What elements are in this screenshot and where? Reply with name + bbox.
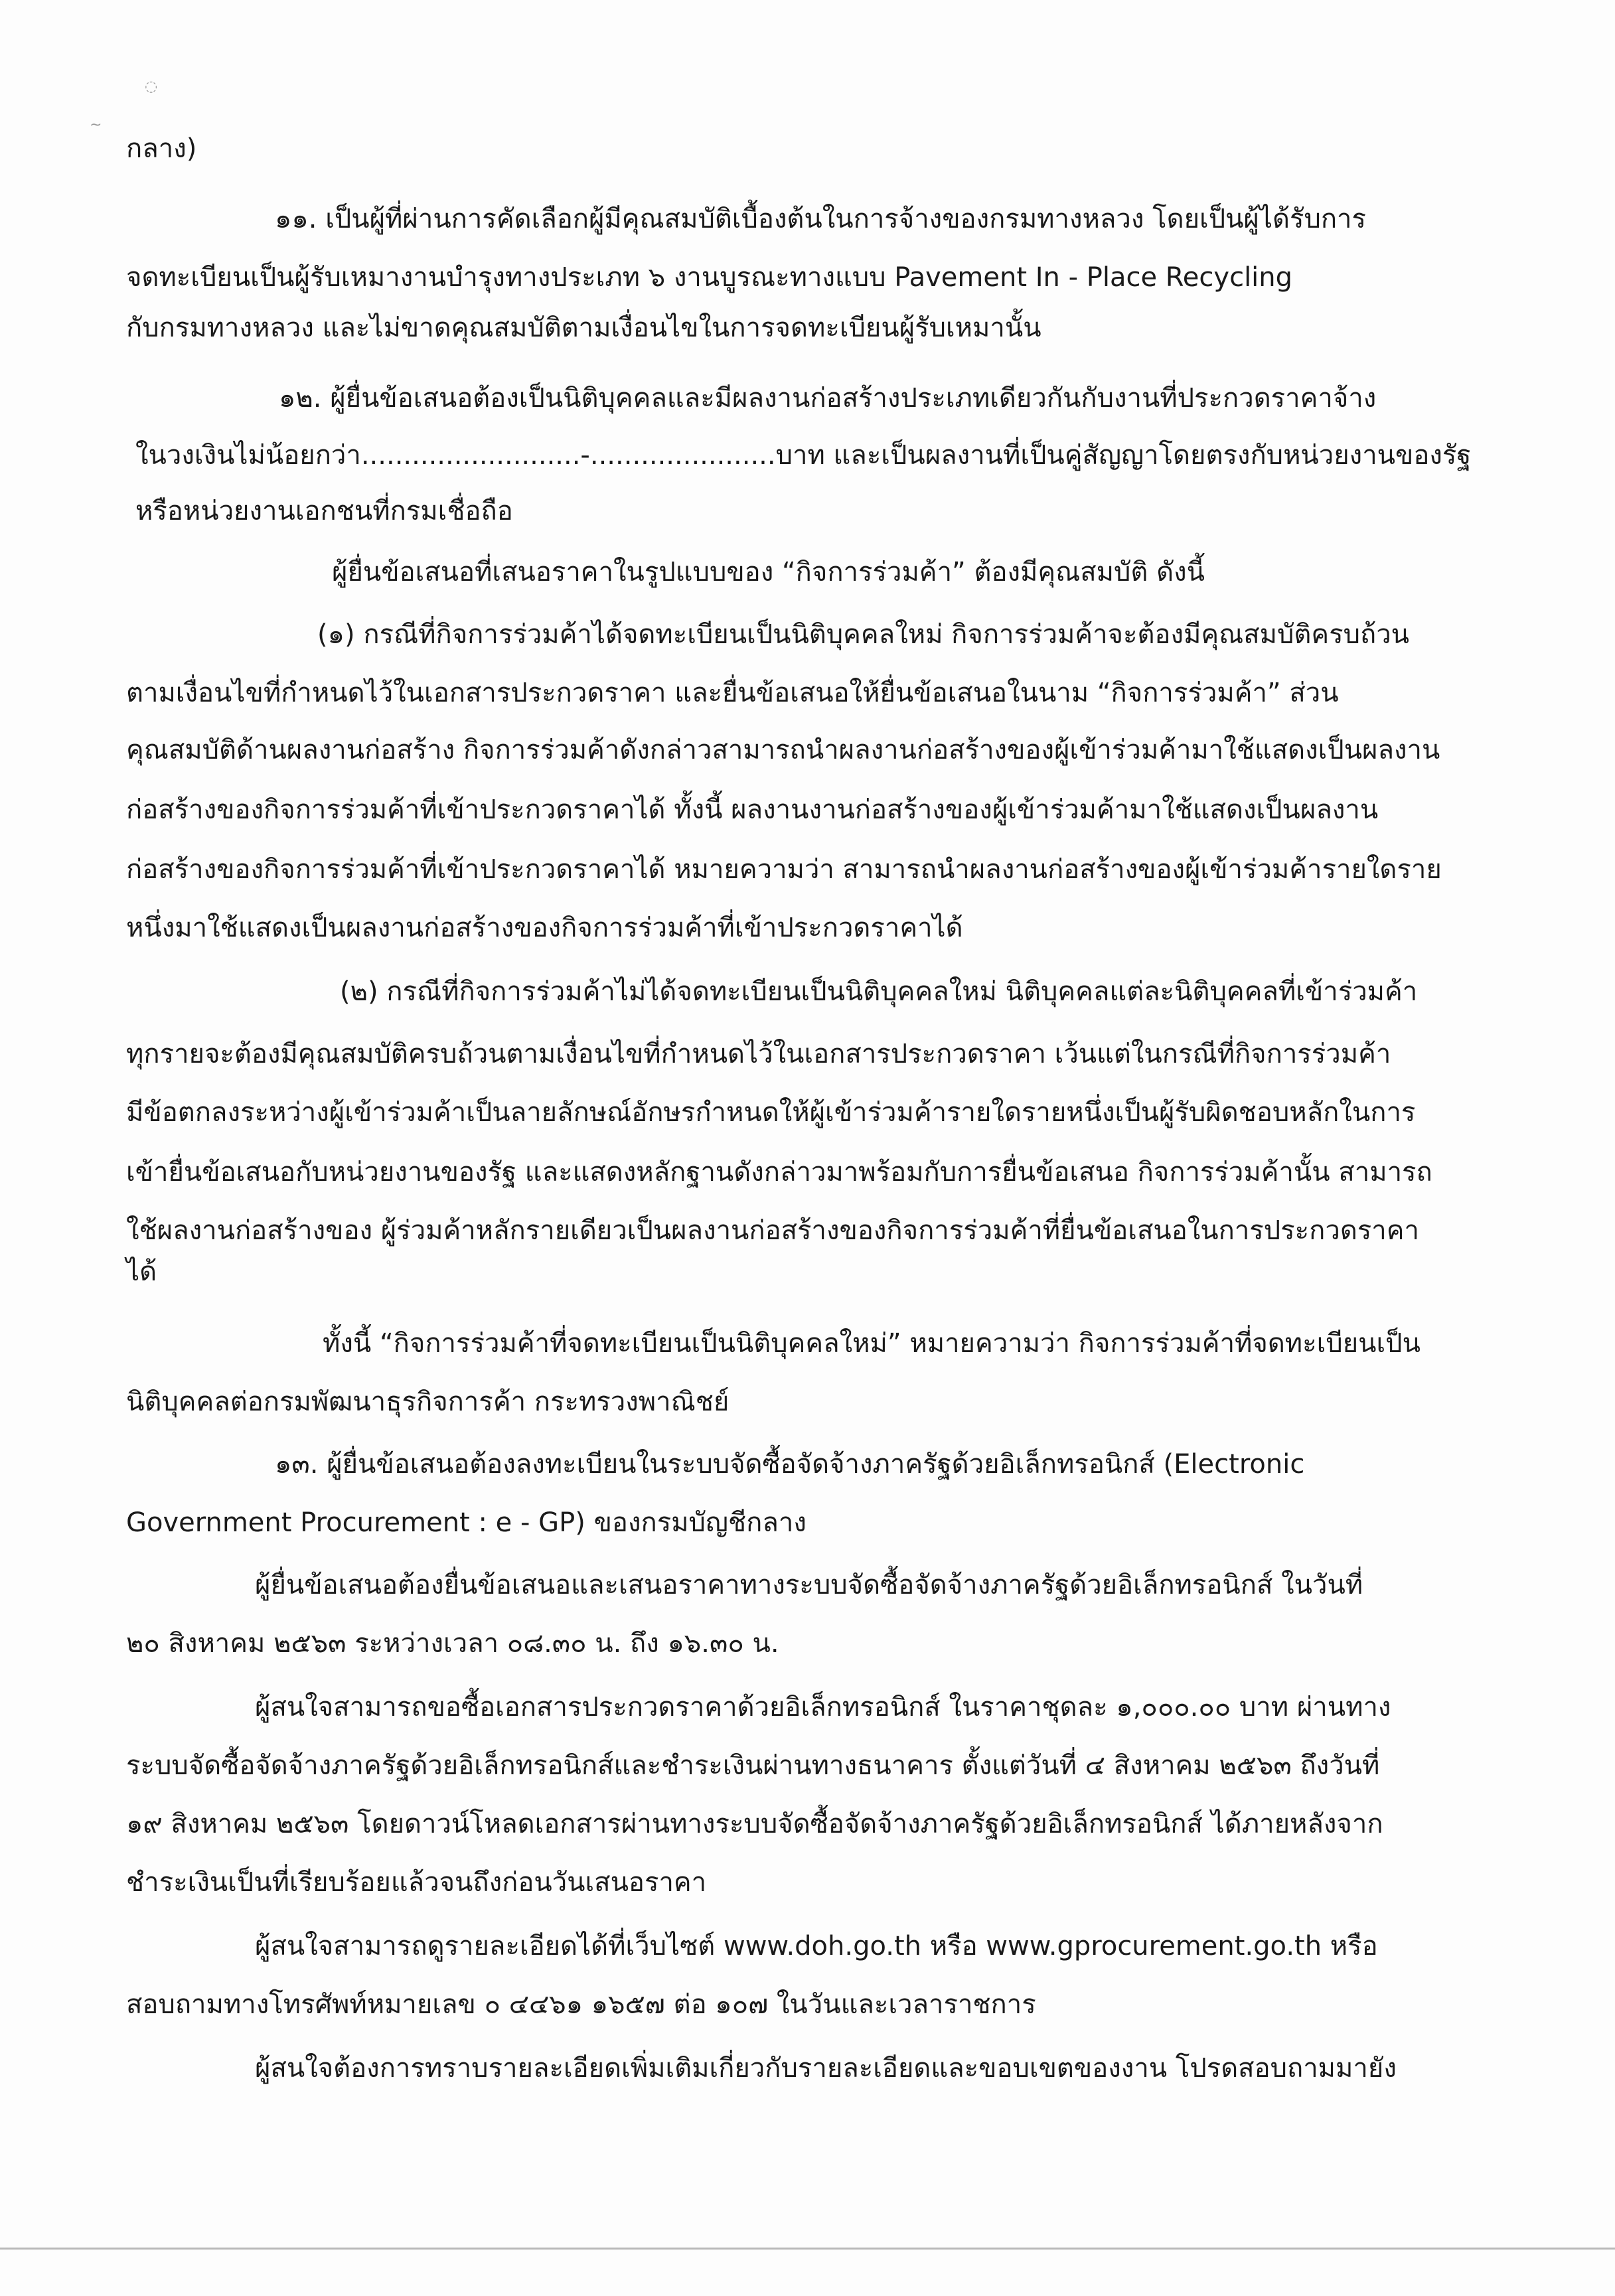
clause-12-line-1: ๑๒. ผู้ยื่นข้อเสนอต้องเป็นนิติบุคคลและมีผลงานก่อสร้างประเภทเดียวกันกับงานที่ประกวดราคาจ้าง [279, 383, 1377, 414]
case-1-line-6: หนึ่งมาใช้แสดงเป็นผลงานก่อสร้างของกิจการร่วมค้าที่เข้าประกวดราคาได้ [126, 913, 963, 943]
clause-13-line-1: ๑๓. ผู้ยื่นข้อเสนอต้องลงทะเบียนในระบบจัดซื้อจัดจ้างภาครัฐด้วยอิเล็กทรอนิกส์ (Electronic [275, 1449, 1305, 1480]
case-2-line-2: ทุกรายจะต้องมีคุณสมบัติครบถ้วนตามเงื่อนไขที่กำหนดไว้ในเอกสารประกวดราคา เว้นแต่ในกรณีที่กิจการร่วมค้า [126, 1039, 1391, 1069]
joint-venture-heading: ผู้ยื่นข้อเสนอที่เสนอราคาในรูปแบบของ “กิจการร่วมค้า” ต้องมีคุณสมบัติ ดังนี้ [332, 557, 1205, 587]
clause-12-line-2: ในวงเงินไม่น้อยกว่า..........................-......................บาท และเป็นผลงานที่เป็นคู่สัญญาโดยตรงกับหน่วยงานของรัฐ [135, 440, 1472, 471]
submission-line-2: ๒๐ สิงหาคม ๒๕๖๓ ระหว่างเวลา ๐๘.๓๐ น. ถึง ๑๖.๓๐ น. [126, 1628, 779, 1659]
case-1-line-2: ตามเงื่อนไขที่กำหนดไว้ในเอกสารประกวดราคา และยื่นข้อเสนอให้ยื่นข้อเสนอในนาม “กิจการร่วมค้า” ส่วน [126, 678, 1339, 708]
purchase-line-4: ชำระเงินเป็นที่เรียบร้อยแล้วจนถึงก่อนวันเสนอราคา [126, 1867, 707, 1898]
case-1-line-4: ก่อสร้างของกิจการร่วมค้าที่เข้าประกวดราคาได้ ทั้งนี้ ผลงานงานก่อสร้างของผู้เข้าร่วมค้ามาใช้แสดงเป็นผลงาน [126, 795, 1379, 825]
clause-11-line-2: จดทะเบียนเป็นผู้รับเหมางานบำรุงทางประเภท ๖ งานบูรณะทางแบบ Pavement In - Place Recycling [126, 262, 1293, 293]
submission-line-1: ผู้ยื่นข้อเสนอต้องยื่นข้อเสนอและเสนอราคาทางระบบจัดซื้อจัดจ้างภาครัฐด้วยอิเล็กทรอนิกส์ ในวันที่ [255, 1570, 1363, 1600]
purchase-line-2: ระบบจัดซื้อจัดจ้างภาครัฐด้วยอิเล็กทรอนิกส์และชำระเงินผ่านทางธนาคาร ตั้งแต่วันที่ ๔ สิงหาคม ๒๕๖๓ ถึงวันที่ [126, 1750, 1380, 1781]
case-2-line-5: ใช้ผลงานก่อสร้างของ ผู้ร่วมค้าหลักรายเดียวเป็นผลงานก่อสร้างของกิจการร่วมค้าที่ยื่นข้อเสนอในการประกวดราคา [126, 1215, 1419, 1246]
purchase-line-3: ๑๙ สิงหาคม ๒๕๖๓ โดยดาวน์โหลดเอกสารผ่านทางระบบจัดซื้อจัดจ้างภาครัฐด้วยอิเล็กทรอนิกส์ ได้ภายหลังจาก [126, 1809, 1383, 1839]
case-2-line-1: (๒) กรณีที่กิจการร่วมค้าไม่ได้จดทะเบียนเป็นนิติบุคคลใหม่ นิติบุคคลแต่ละนิติบุคคลที่เข้าร่วมค้า [340, 976, 1418, 1007]
scan-speck: ~ [90, 117, 102, 133]
text-line: กลาง) [126, 133, 197, 164]
scan-speck: ◌ [145, 78, 158, 95]
case-2-line-6: ได้ [126, 1257, 157, 1287]
clause-11-line-1: ๑๑. เป็นผู้ที่ผ่านการคัดเลือกผู้มีคุณสมบัติเบื้องต้นในการจ้างของกรมทางหลวง โดยเป็นผู้ได้รับการ [275, 204, 1367, 234]
scan-bottom-edge [0, 2248, 1615, 2250]
clause-12-line-3: หรือหน่วยงานเอกชนที่กรมเชื่อถือ [135, 496, 513, 526]
definition-line-2: นิติบุคคลต่อกรมพัฒนาธุรกิจการค้า กระทรวงพาณิชย์ [126, 1387, 730, 1417]
inquiry-line-1: ผู้สนใจต้องการทราบรายละเอียดเพิ่มเติมเกี่ยวกับรายละเอียดและขอบเขตของงาน โปรดสอบถามมายัง [255, 2053, 1397, 2084]
case-1-line-1: (๑) กรณีที่กิจการร่วมค้าได้จดทะเบียนเป็นนิติบุคคลใหม่ กิจการร่วมค้าจะต้องมีคุณสมบัติครบถ้วน [317, 619, 1410, 650]
purchase-line-1: ผู้สนใจสามารถขอซื้อเอกสารประกวดราคาด้วยอิเล็กทรอนิกส์ ในราคาชุดละ ๑,๐๐๐.๐๐ บาท ผ่านทาง [255, 1692, 1391, 1722]
case-1-line-3: คุณสมบัติด้านผลงานก่อสร้าง กิจการร่วมค้าดังกล่าวสามารถนำผลงานก่อสร้างของผู้เข้าร่วมค้ามาใช้แสดงเป็นผลงาน [126, 735, 1440, 765]
case-2-line-4: เข้ายื่นข้อเสนอกับหน่วยงานของรัฐ และแสดงหลักฐานดังกล่าวมาพร้อมกับการยื่นข้อเสนอ กิจการร่วมค้านั้น สามารถ [126, 1157, 1432, 1187]
website-line-2: สอบถามทางโทรศัพท์หมายเลข ๐ ๔๔๖๑ ๑๖๕๗ ต่อ ๑๐๗ ในวันและเวลาราชการ [126, 1989, 1036, 2020]
case-2-line-3: มีข้อตกลงระหว่างผู้เข้าร่วมค้าเป็นลายลักษณ์อักษรกำหนดให้ผู้เข้าร่วมค้ารายใดรายหนึ่งเป็นผู้รับผิดชอบหลักในการ [126, 1097, 1416, 1128]
definition-line-1: ทั้งนี้ “กิจการร่วมค้าที่จดทะเบียนเป็นนิติบุคคลใหม่” หมายความว่า กิจการร่วมค้าที่จดทะเบียนเป็น [323, 1328, 1421, 1359]
clause-13-line-2: Government Procurement : e - GP) ของกรมบัญชีกลาง [126, 1507, 807, 1538]
clause-11-line-3: กับกรมทางหลวง และไม่ขาดคุณสมบัติตามเงื่อนไขในการจดทะเบียนผู้รับเหมานั้น [126, 313, 1041, 343]
case-1-line-5: ก่อสร้างของกิจการร่วมค้าที่เข้าประกวดราคาได้ หมายความว่า สามารถนำผลงานก่อสร้างของผู้เข้าร่วมค้ารายใดราย [126, 854, 1442, 885]
website-line-1: ผู้สนใจสามารถดูรายละเอียดได้ที่เว็บไซต์ www.doh.go.th หรือ www.gprocurement.go.th หรือ [255, 1931, 1378, 1961]
